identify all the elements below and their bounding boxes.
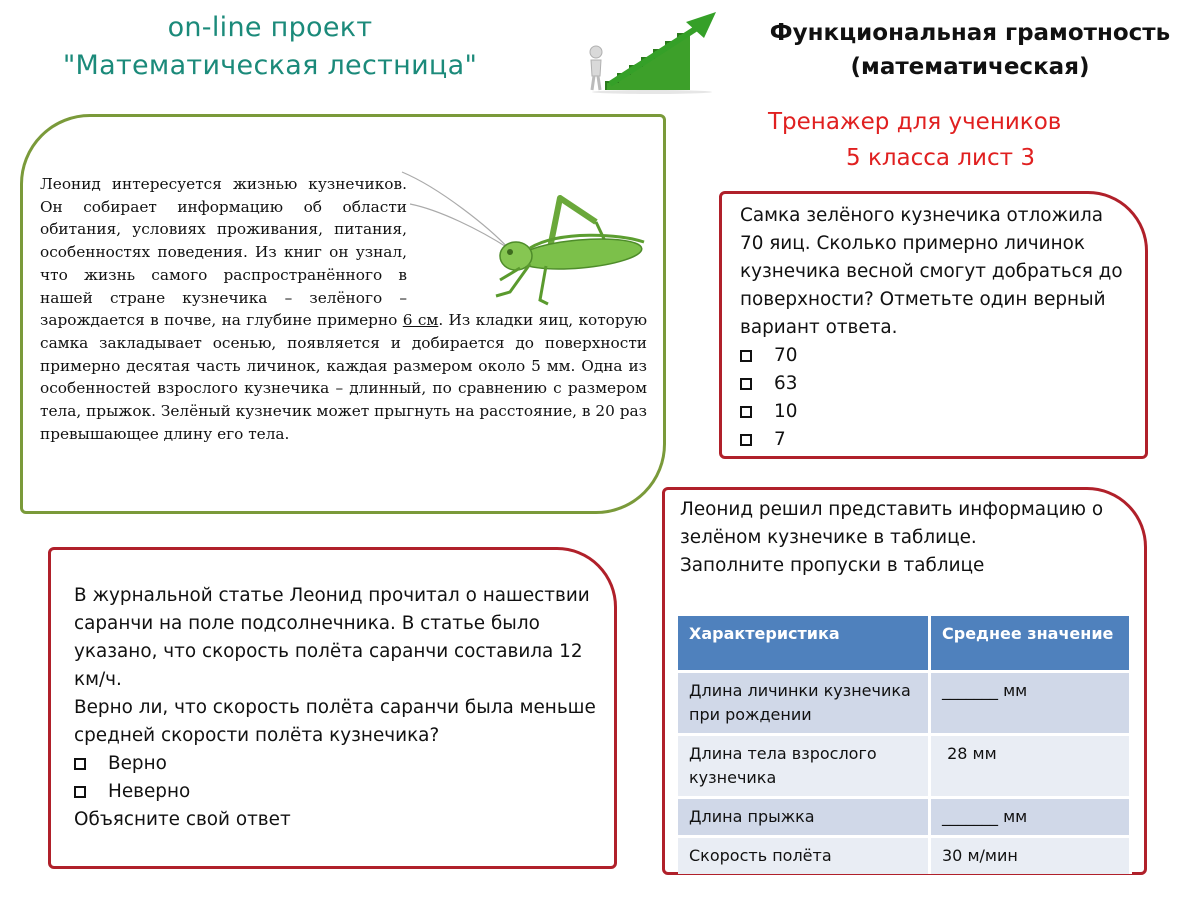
table-row — [678, 798, 1131, 837]
checkbox-icon[interactable] — [740, 378, 752, 390]
option-label: Неверно — [108, 781, 191, 802]
story-depth: 6 см — [402, 311, 439, 330]
option-label: 70 — [774, 345, 798, 366]
project-title-line2: "Математическая лестница" — [62, 50, 478, 81]
question3-text: В журнальной статье Леонид прочитал о нашествии саранчи на поле подсолнечника. В статье было указано, что скорость полёта саранчи составила 12 км/ч. — [74, 585, 590, 690]
option-label: 10 — [774, 401, 798, 422]
story-part1: Леонид интересуется жизнью кузнечиков. Он собирает информацию об области обитания, условиях проживания, питания, особенностях поведения. Из книг он узнал, что жизнь самого распространённого в нашей стране кузнечика – зелёного – зарождается в почве, на глубине примерно — [40, 175, 407, 330]
question3-question: Верно ли, что скорость полёта саранчи была меньше средней скорости полёта кузнечика? — [74, 697, 596, 746]
checkbox-icon[interactable] — [740, 350, 752, 362]
checkbox-icon[interactable] — [740, 434, 752, 446]
option-label: 7 — [774, 429, 786, 450]
table-cell-input[interactable]: _______ мм — [930, 672, 1131, 735]
table-header: Среднее значение — [930, 616, 1131, 672]
table-row — [678, 672, 1131, 735]
question1-option[interactable] — [740, 426, 1130, 454]
question3-explain: Объясните свой ответ — [74, 809, 291, 830]
trainer-title — [768, 104, 1098, 176]
table-cell: Длина тела взрослого кузнечика — [678, 735, 930, 798]
info-table — [678, 616, 1132, 874]
table-cell: Длина прыжка — [678, 798, 930, 837]
question3-option[interactable] — [74, 750, 604, 778]
trainer-title-line1: Тренажер для учеников — [768, 109, 1062, 135]
staircase-logo-icon — [582, 8, 724, 94]
question1-option[interactable] — [740, 398, 1130, 426]
table-cell-input[interactable]: _______ мм — [930, 798, 1131, 837]
option-label: 63 — [774, 373, 798, 394]
question2 — [680, 496, 1120, 580]
question1 — [740, 202, 1130, 454]
table-row — [678, 735, 1131, 798]
subject-title-line2: (математическая) — [850, 54, 1090, 80]
table-cell: 28 мм — [930, 735, 1131, 798]
project-title-line1: on-line проект — [167, 12, 373, 43]
table-header: Характеристика — [678, 616, 930, 672]
checkbox-icon[interactable] — [740, 406, 752, 418]
table-cell: Длина личинки кузнечика при рождении — [678, 672, 930, 735]
story-text — [40, 173, 647, 445]
question1-option[interactable] — [740, 342, 1130, 370]
question3-option[interactable] — [74, 778, 604, 806]
question1-text: Самка зелёного кузнечика отложила 70 яиц. Сколько примерно личинок кузнечика весной смогут добраться до поверхности? Отметьте один верный вариант ответа. — [740, 205, 1123, 338]
question3 — [74, 582, 604, 834]
question2-intro: Леонид решил представить информацию о зелёном кузнечике в таблице. — [680, 499, 1104, 548]
checkbox-icon[interactable] — [74, 786, 86, 798]
table-cell: 30 м/мин — [930, 837, 1131, 875]
subject-title-line1: Функциональная грамотность — [769, 20, 1171, 46]
subject-title — [760, 16, 1180, 84]
story-part2: . Из кладки яиц, которую самка закладывает осенью, появляется и добирается до поверхности примерно десятая часть личинок, каждая размером около 5 мм. Одна из особенностей взрослого кузнечика – длинный, по сравнению с размером тела, прыжок. Зелёный кузнечик может прыгнуть на расстояние, в 20 раз превышающее длину его тела. — [40, 311, 648, 443]
table-cell: Скорость полёта — [678, 837, 930, 875]
question2-task: Заполните пропуски в таблице — [680, 555, 985, 576]
question1-option[interactable] — [740, 370, 1130, 398]
option-label: Верно — [108, 753, 167, 774]
table-row — [678, 837, 1131, 875]
story-paragraph — [40, 173, 647, 445]
checkbox-icon[interactable] — [74, 758, 86, 770]
trainer-title-line2: 5 класса лист 3 — [846, 145, 1035, 171]
